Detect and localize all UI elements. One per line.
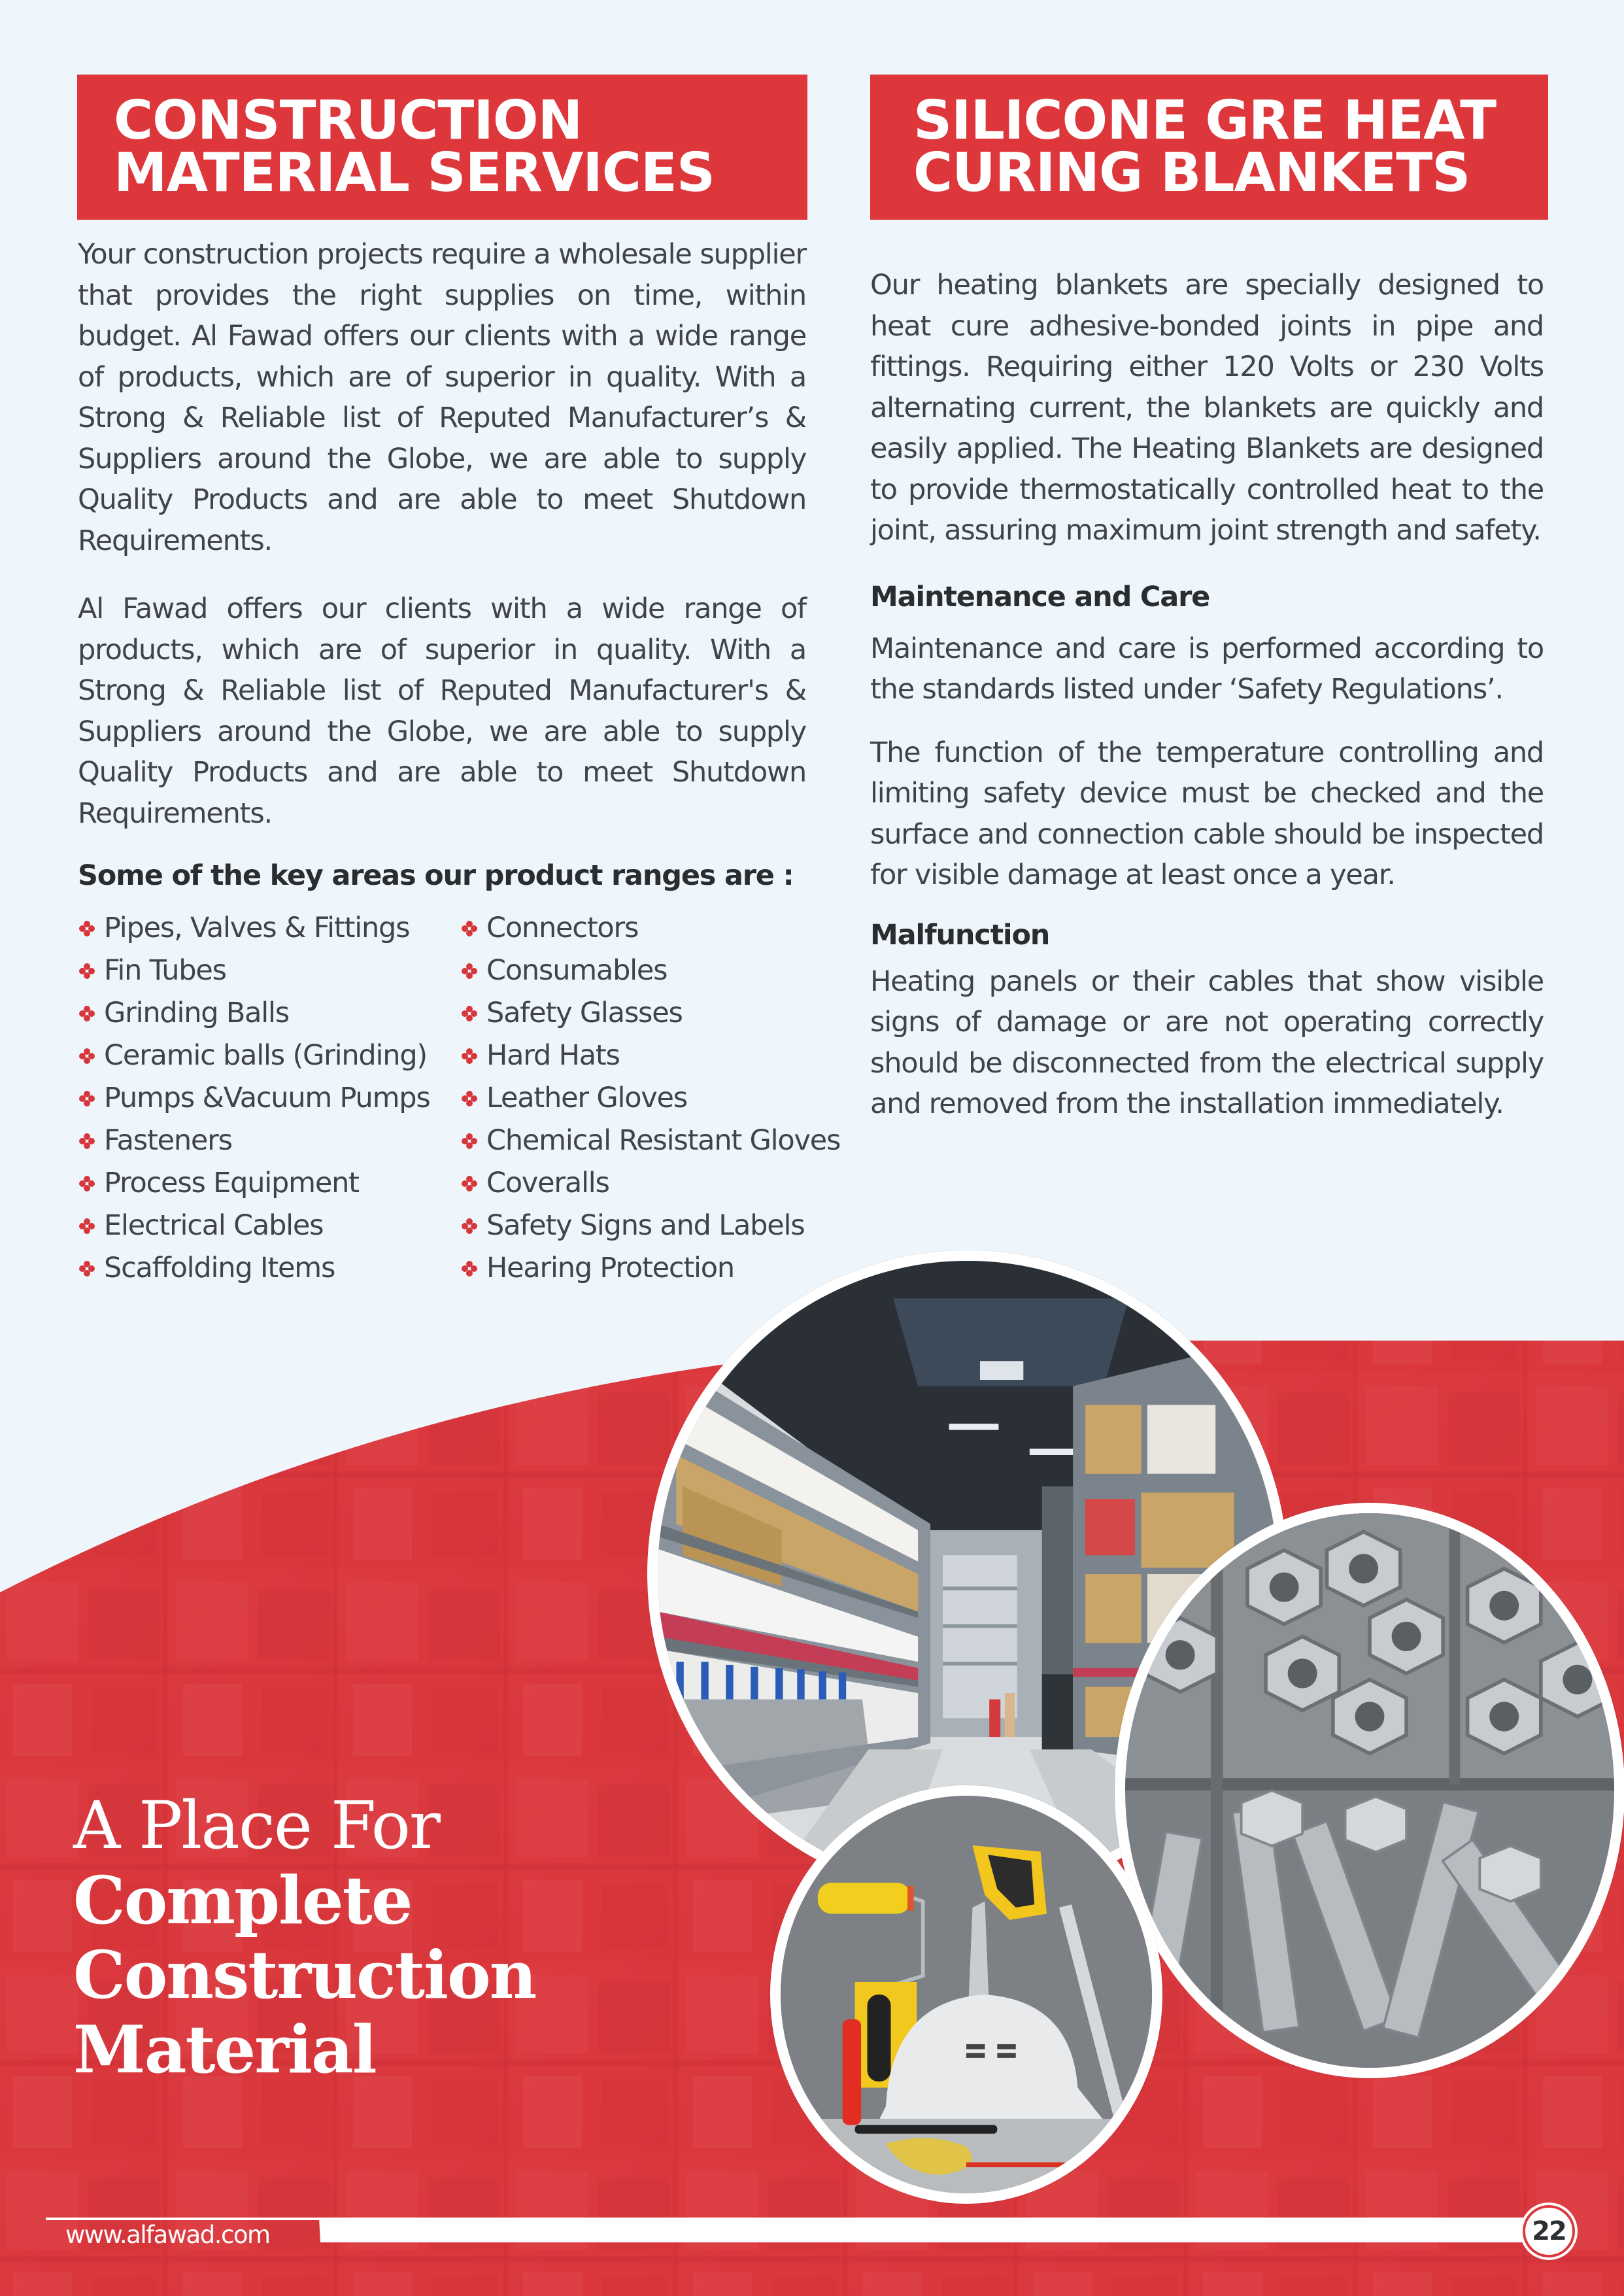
list-item: Safety Signs and Labels — [460, 1205, 826, 1247]
banner-title-line1: SILICONE GRE HEAT — [913, 89, 1497, 152]
list-item: Ceramic balls (Grinding) — [78, 1035, 460, 1077]
list-item: Electrical Cables — [78, 1205, 460, 1247]
diamond-bullet-icon — [79, 1048, 95, 1064]
diamond-bullet-icon — [79, 1006, 95, 1021]
second-paragraph: Al Fawad offers our clients with a wide range of products, which are of superior in quality. With a Strong & Reliable list of Reputed Manufacturer's & Suppliers around the Globe, we are able to supply Quality Products and are able to meet Shutdown Requirements. — [78, 592, 806, 830]
diamond-bullet-icon — [462, 963, 477, 979]
diamond-bullet-icon — [79, 1218, 95, 1234]
website-link[interactable]: www.alfawad.com — [65, 2221, 270, 2249]
diamond-bullet-icon — [79, 1176, 95, 1191]
diamond-bullet-icon — [462, 921, 477, 936]
diamond-bullet-icon — [462, 1218, 477, 1234]
diamond-bullet-icon — [462, 1133, 477, 1149]
product-list-column-1 — [78, 907, 460, 1290]
diamond-bullet-icon — [79, 1133, 95, 1149]
tagline-line4: Material — [73, 2011, 376, 2088]
diamond-bullet-icon — [462, 1091, 477, 1106]
malfunction-heading: Malfunction — [870, 918, 1050, 951]
products-heading: Some of the key areas our product ranges are : — [78, 859, 794, 892]
hard-hat-and-tools-image — [781, 1796, 1152, 2193]
blankets-intro-paragraph: Our heating blankets are specially designed to heat cure adhesive-bonded joints in pipe and fittings. Requiring either 120 Volts or 230 Volts alternating current, the blankets are quickly and easily applied. The Heating Blankets are designed to provide thermostatically controlled heat to the joint, assuring maximum joint strength and safety. — [870, 269, 1544, 547]
malfunction-paragraph: Heating panels or their cables that show visible signs of damage or are not operating correctly should be disconnected from the electrical supply and removed from the installation immediately. — [870, 965, 1544, 1120]
list-item: Process Equipment — [78, 1162, 460, 1205]
tools-photo — [770, 1785, 1162, 2204]
footer-bar — [319, 2218, 1548, 2242]
list-item: Connectors — [460, 907, 826, 950]
product-list — [78, 907, 841, 1290]
left-column — [78, 234, 841, 1290]
diamond-bullet-icon — [79, 1091, 95, 1106]
banner-title-line2: CURING BLANKETS — [913, 142, 1470, 204]
tagline-line1: A Place For — [73, 1787, 439, 1864]
tagline-line3: Construction — [73, 1936, 536, 2013]
maintenance-heading: Maintenance and Care — [870, 580, 1210, 613]
nuts-and-bolts-image — [1125, 1513, 1614, 2068]
list-item: Grinding Balls — [78, 992, 460, 1035]
list-item: Hearing Protection — [460, 1247, 826, 1290]
list-item: Chemical Resistant Gloves — [460, 1120, 826, 1162]
list-item: Coveralls — [460, 1162, 826, 1205]
diamond-bullet-icon — [462, 1261, 477, 1277]
fasteners-photo — [1115, 1503, 1624, 2078]
page-number-badge: 22 — [1525, 2208, 1572, 2255]
diamond-bullet-icon — [79, 1261, 95, 1277]
diamond-bullet-icon — [79, 921, 95, 936]
maintenance-paragraph-2: The function of the temperature controlling and limiting safety device must be checked and the surface and connection cable should be inspected for visible damage at least once a year. — [870, 736, 1544, 891]
maintenance-paragraph-1: Maintenance and care is performed according to the standards listed under ‘Safety Regulations’. — [870, 632, 1544, 706]
list-item: Fasteners — [78, 1120, 460, 1162]
construction-material-services-banner — [77, 75, 807, 220]
banner-title-line1: CONSTRUCTION — [114, 89, 583, 152]
list-item: Hard Hats — [460, 1035, 826, 1077]
product-list-column-2 — [460, 907, 841, 1290]
list-item: Pipes, Valves & Fittings — [78, 907, 460, 950]
diamond-bullet-icon — [462, 1006, 477, 1021]
diamond-bullet-icon — [79, 963, 95, 979]
banner-title-line2: MATERIAL SERVICES — [114, 142, 715, 204]
intro-paragraph: Your construction projects require a wholesale supplier that provides the right supplies on time, within budget. Al Fawad offers our clients with a wide range of products, which are of superior in quality. With a Strong & Reliable list of Reputed Manufacturer’s & Suppliers around the Globe, we are able to supply Quality Products and are able to meet Shutdown Requirements. — [78, 238, 806, 557]
tagline — [73, 1789, 535, 2087]
list-item: Pumps &Vacuum Pumps — [78, 1077, 460, 1120]
list-item: Scaffolding Items — [78, 1247, 460, 1290]
diamond-bullet-icon — [462, 1048, 477, 1064]
footer-divider — [46, 2218, 320, 2220]
diamond-bullet-icon — [462, 1176, 477, 1191]
list-item: Safety Glasses — [460, 992, 826, 1035]
tagline-line2: Complete — [73, 1862, 412, 1939]
list-item: Leather Gloves — [460, 1077, 826, 1120]
heat-curing-blankets-banner — [870, 75, 1548, 220]
right-column — [870, 265, 1544, 1152]
list-item: Fin Tubes — [78, 950, 460, 992]
list-item: Consumables — [460, 950, 826, 992]
